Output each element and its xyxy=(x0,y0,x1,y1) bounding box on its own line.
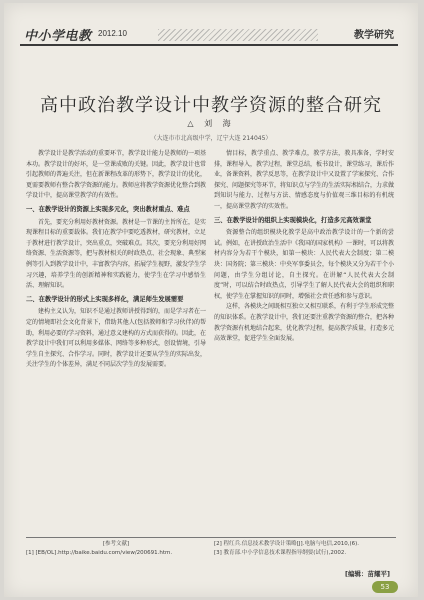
issue-number: 2012.10 xyxy=(98,29,127,38)
article-affiliation: （大连市市北高级中学，辽宁大连 214045） xyxy=(150,135,272,142)
left-column xyxy=(26,149,206,535)
paragraph: 教学设计是教学活动的重要环节，教学设计能力是教师的一项基本功。教学设计的好坏，是一堂课成败的关键。因此，教学设计也常引起教师的普遍关注，但在新课程改革的形势下，教学设计的优化，更需要教师有整合教学资源的能力。教师应将教学资源优化整合到教学设计中，提高课堂教学的有效性。 xyxy=(26,150,207,200)
right-column xyxy=(214,149,394,535)
paragraph: 资源整合的组织模块化教学是高中政治教学设计的一个新的尝试。例如，在讲授政治生活中《我国的国家机构》一课时，可以将教材内容分为若干个模块，如第一模块：人民代表大会制度；第二模块：国务院；第三模块：中央军事委员会，每个模块又分为若干个小问题，由学生分组讨论，自主探究。在讲解“人民代表大会制度”时，可以结合时政热点，引导学生了解人民代表大会的组织和职权，使学生在掌握知识的同时，增强社会责任感和参与意识。 xyxy=(214,229,395,300)
reference-item: [1] [EB/OL].http://baike.baidu.com/view/200691.htm. xyxy=(26,550,173,556)
header-hatch-decoration xyxy=(158,29,318,41)
article-author: △ 刘 海 xyxy=(187,119,235,128)
footnotes-left xyxy=(26,540,206,558)
section-heading: 二、在教学设计的形式上实现多样化，满足师生发展需要 xyxy=(26,295,184,303)
section-heading: 三、在教学设计的组织上实现模块化，打造多元高效课堂 xyxy=(214,216,372,224)
reference-item: [3] 教育部.中小学信息技术课程指导纲要(试行),2002. xyxy=(214,550,347,556)
footnotes-right xyxy=(214,540,404,558)
paragraph: 建构主义认为，知识不是通过教师讲授得到的，而是学习者在一定的情境即社会文化背景下，借助其他人(包括教师和学习伙伴)的帮助，利用必要的学习资料，通过意义建构的方式而获得的。因此，在教学设计中我们可以利用多媒体、网络等多种形式，创设情境，引导学生自主探究、合作学习。同时，教学设计还要从学生的实际出发，关注学生的个体差异，满足不同层次学生的发展需要。 xyxy=(26,308,207,369)
footnote-rule xyxy=(26,537,396,538)
header-rule xyxy=(20,44,398,46)
article-title: 高中政治教学设计中教学资源的整合研究 xyxy=(40,95,382,116)
journal-page xyxy=(4,3,418,597)
paragraph: 情目标，教学重点、教学难点，教学方法，教具准备，学时安排，课程导入，教学过程，课堂总结，板书设计，课堂练习，课后作业，备课资料，教学反思等，在教学设计中又设置了学案探究、合作探究、问题探究等环节，将知识点与学生的生活实际相结合，力求做到知识与能力、过程与方法、情感态度与价值观三维目标的有机统一，提高课堂教学的实效性。 xyxy=(214,150,395,210)
section-name: 教学研究 xyxy=(354,30,394,41)
paragraph: 首先，要充分利用好教材资源。教材是一节课的主旨所在，是实现课程目标的重要载体。我们在教学中要吃透教材，研究教材，立足于教材进行教学设计，突出重点，突破难点。其次，要充分利用好网络资源、生活资源等，把与教材相关的时政热点、社会现象、典型案例等引入到教学设计中，丰富教学内容，拓展学生视野，激发学生学习兴趣，培养学生的创新精神和实践能力，使学生在学习中感悟生活、理解知识。 xyxy=(26,218,207,290)
page-header xyxy=(4,23,418,45)
paragraph: 这样，各模块之间既相互独立又相互联系，有利于学生形成完整的知识体系。在教学设计中，我们还要注重教学资源的整合，把各种教学资源有机地结合起来，优化教学过程，提高教学质量，打造多元高效课堂，促进学生全面发展。 xyxy=(214,303,395,343)
section-heading: 一、在教学设计的资源上实现多元化，突出教材重点、难点 xyxy=(26,205,190,213)
references-title: [参考文献] xyxy=(102,541,130,547)
reference-item: [2] 程红兵.信息技术教学设计策略[J].电脑与电信,2010,(6). xyxy=(214,541,359,547)
page-number-badge: 53 xyxy=(372,581,398,593)
editor-credit: [编辑：苗耀平] xyxy=(345,570,390,578)
journal-logo: 中小学电教 xyxy=(24,29,92,44)
